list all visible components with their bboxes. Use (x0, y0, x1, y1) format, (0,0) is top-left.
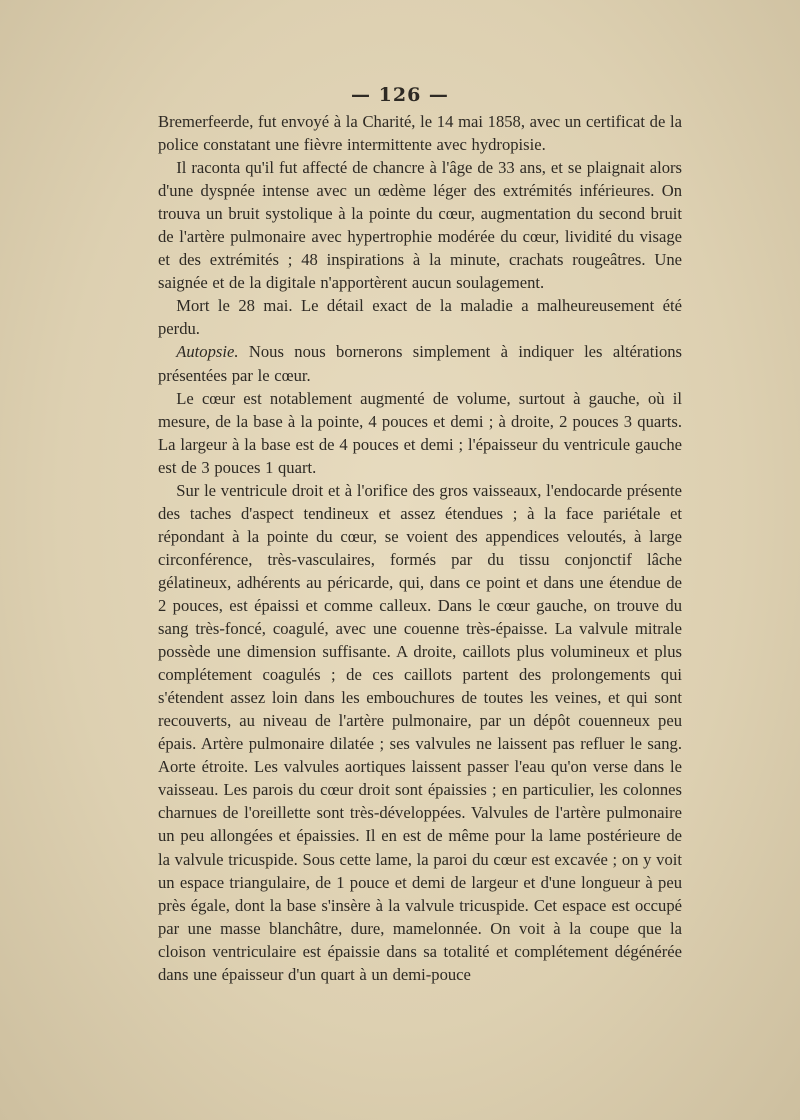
paragraph-2: Il raconta qu'il fut affecté de chancre à l'âge de 33 ans, et se plaignait alors d'une dyspnée intense avec un œdème léger des extrémités inférieures. On trouva un bruit systolique à la pointe du cœur, augmentation du second bruit de l'artère pulmonaire avec hypertrophie modérée du cœur, lividité du visage et des extrémités ; 48 inspirations à la minute, crachats rougeâtres. Une saignée et de la digitale n'apportèrent aucun soulagement. (158, 158, 682, 293)
page-body (158, 110, 682, 986)
paragraph-4 (158, 340, 682, 386)
paragraph-5: Le cœur est notablement augmenté de volume, surtout à gauche, où il mesure, de la base à la pointe, 4 pouces et demi ; à droite, 2 pouces 3 quarts. La largeur à la base est de 4 pouces et demi ; l'épaisseur du ventricule gauche est de 3 pouces 1 quart. (158, 388, 682, 477)
page-number: — 126 — (351, 84, 449, 106)
autopsie-label: Autopsie. (176, 342, 239, 362)
paragraph-3: Mort le 28 mai. Le détail exact de la maladie a malheureusement été perdu. (158, 296, 682, 339)
paragraph-4-text: Nous nous bornerons simplement à indiquer les altérations présentées par le cœur. (158, 342, 683, 385)
paragraph-1: Bremerfeerde, fut envoyé à la Charité, le 14 mai 1858, avec un certificat de la police constatant une fièvre intermittente avec hydropisie. (158, 112, 682, 155)
paragraph-6: Sur le ventricule droit et à l'orifice des gros vaisseaux, l'endocarde présente des taches d'aspect tendineux et assez étendues ; à la face pariétale et répondant à la pointe du cœur, se voient des appendices veloutés, à large circonférence, très-vasculaires, formés par du tissu conjonctif lâche gélatineux, adhérents au péricarde, qui, dans ce point et dans une étendue de 2 pouces, est épaissi et comme calleux. Dans le cœur gauche, on trouve du sang très-foncé, coagulé, avec une couenne très-épaisse. La valvule mitrale possède une dimension suffisante. A droite, caillots plus volumineux et plus complétement coagulés ; de ces caillots partent des prolongements qui s'étendent assez loin dans les embouchures de toutes les veines, et qui sont recouverts, au niveau de l'artère pulmonaire, par un dépôt couenneux peu épais. Artère pulmonaire dilatée ; ses valvules ne laissent pas refluer le sang. Aorte étroite. Les valvules aortiques laissent passer l'eau qu'on verse dans le vaisseau. Les parois du cœur droit sont épaissies ; en particulier, les colonnes charnues de l'oreillette sont très-développées. Valvules de l'artère pulmonaire un peu allongées et épaissies. Il en est de même pour la lame postérieure de la valvule tricuspide. Sous cette lame, la paroi du cœur est excavée ; on y voit un espace triangulaire, de 1 pouce et demi de largeur et d'une longueur à peu près égale, dont la base s'insère à la valvule tricuspide. Cet espace est occupé par une masse blanchâtre, dure, mamelonnée. On voit à la coupe que la cloison ventriculaire est épaissie dans sa totalité et complétement dégénérée dans une épaisseur d'un quart à un demi-pouce (158, 480, 682, 984)
